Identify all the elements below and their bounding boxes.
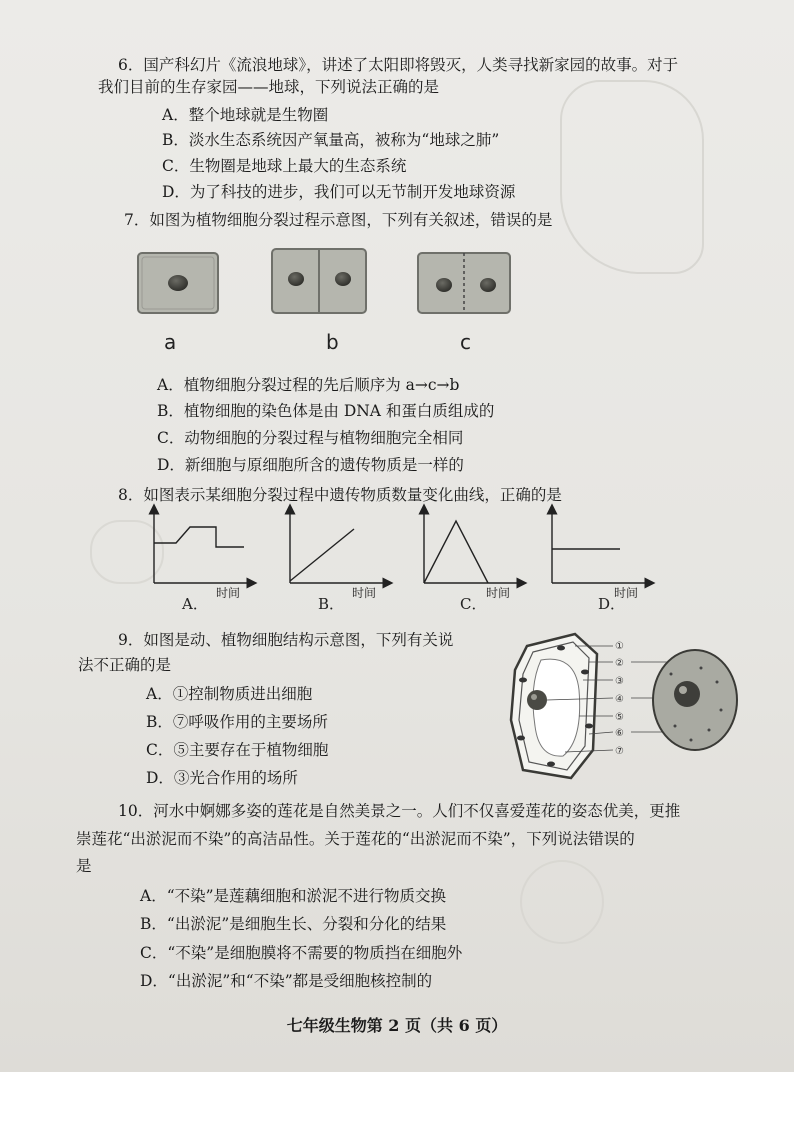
q9-num-1: ① [615, 641, 624, 652]
q10-stem-line3: 是 [76, 857, 92, 875]
graph-c [424, 509, 522, 613]
graph-b-axis-label: 时间 [352, 586, 377, 600]
q8-stem: 8．如图表示某细胞分裂过程中遗传物质数量变化曲线，正确的是 [118, 486, 562, 504]
q9-option-a: A．①控制物质进出细胞 [146, 685, 313, 703]
q7-label-a: a [164, 330, 177, 354]
q7-label-b: b [326, 330, 339, 354]
q10-stem-line1: 10．河水中婀娜多姿的莲花是自然美景之一。人们不仅喜爱莲花的姿态优美，更推 [118, 802, 681, 820]
graph-d-axis-label: 时间 [614, 586, 639, 600]
q9-option-d: D．③光合作用的场所 [146, 769, 298, 787]
q10-stem-line2: 崇莲花“出淤泥而不染”的高洁品性。关于莲花的“出淤泥而不染”，下列说法错误的 [76, 830, 635, 848]
q9-num-6: ⑥ [615, 728, 624, 739]
page-footer: 七年级生物第 2 页（共 6 页） [286, 1016, 508, 1035]
graph-c-curve [424, 521, 488, 583]
q9-cell-structure-figure [505, 630, 745, 790]
q7-option-d: D．新细胞与原细胞所含的遗传物质是一样的 [157, 456, 464, 474]
q7-label-c: c [460, 330, 471, 354]
q6-stem-line1: 6．国产科幻片《流浪地球》，讲述了太阳即将毁灭，人类寻找新家园的故事。对于 [118, 56, 679, 74]
nucleus-b2 [335, 272, 351, 286]
graph-a-axis-label: 时间 [216, 586, 241, 600]
q9-option-b: B．⑦呼吸作用的主要场所 [146, 713, 328, 731]
q10-option-b: B．“出淤泥”是细胞生长、分裂和分化的结果 [140, 915, 447, 933]
graph-a-label: A． [182, 595, 208, 613]
q6-stem-line2: 我们目前的生存家园——地球，下列说法正确的是 [98, 78, 440, 96]
nucleus-a [168, 275, 188, 291]
q9-option-c: C．⑤主要存在于植物细胞 [146, 741, 329, 759]
q9-num-7: ⑦ [615, 746, 624, 757]
animal-cell [653, 650, 737, 750]
q9-stem-line1: 9．如图是动、植物细胞结构示意图，下列有关说 [118, 631, 454, 649]
graph-b-label: B． [318, 595, 345, 613]
q9-stem-line2: 法不正确的是 [78, 656, 172, 674]
q8-graphs [140, 505, 660, 620]
plant-cell [511, 634, 597, 778]
q7-cell-division-figure [130, 245, 530, 360]
graph-a-curve [154, 527, 244, 547]
q9-num-5: ⑤ [615, 712, 624, 723]
q6-option-a: A．整个地球就是生物圈 [162, 106, 329, 124]
q7-option-a: A．植物细胞分裂过程的先后顺序为 a→c→b [157, 376, 460, 394]
graph-b [290, 509, 388, 613]
graph-a [154, 509, 252, 613]
q10-option-d: D．“出淤泥”和“不染”都是受细胞核控制的 [140, 972, 433, 990]
ghost-figure-3 [520, 860, 604, 944]
graph-d-label: D． [598, 595, 626, 613]
graph-d [552, 509, 650, 613]
graph-c-axis-label: 时间 [486, 586, 511, 600]
q7-stem: 7．如图为植物细胞分裂过程示意图，下列有关叙述，错误的是 [124, 211, 553, 229]
q7-option-c: C．动物细胞的分裂过程与植物细胞完全相同 [157, 429, 464, 447]
ghost-figure [560, 80, 704, 274]
q10-option-c: C．“不染”是细胞膜将不需要的物质挡在细胞外 [140, 944, 463, 962]
nucleus-c1 [436, 278, 452, 292]
nucleus-b1 [288, 272, 304, 286]
q6-option-c: C．生物圈是地球上最大的生态系统 [162, 157, 407, 175]
q10-option-a: A．“不染”是莲藕细胞和淤泥不进行物质交换 [140, 887, 447, 905]
q9-num-4: ④ [615, 694, 624, 705]
graph-b-curve [290, 529, 354, 581]
q9-num-2: ② [615, 658, 624, 669]
q6-option-d: D．为了科技的进步，我们可以无节制开发地球资源 [162, 183, 516, 201]
q9-num-3: ③ [615, 676, 624, 687]
graph-c-label: C． [460, 595, 487, 613]
q7-option-b: B．植物细胞的染色体是由 DNA 和蛋白质组成的 [157, 402, 495, 420]
nucleus-c2 [480, 278, 496, 292]
q6-option-b: B．淡水生态系统因产氧量高，被称为“地球之肺” [162, 131, 500, 149]
